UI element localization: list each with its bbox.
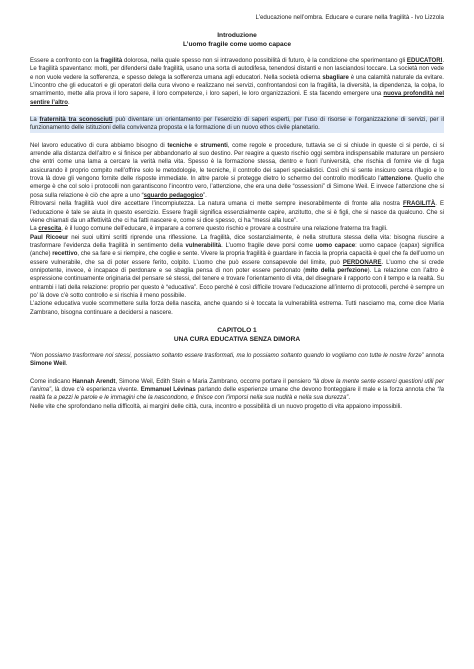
chapter-subtitle: UNA CURA EDUCATIVA SENZA DIMORA	[173, 335, 301, 343]
bold-term-nuova-profondita: nuova profondità nel sentire l’altro	[30, 91, 445, 106]
italic-quote-realta: “la realtà fa a pezzi le parole e le immagini che la nascondono, e finisce con l’imporsi nella sua nudità e nella sua durezza”	[30, 387, 445, 402]
bold-term-educatori: EDUCATORI	[406, 58, 443, 64]
text-run: nei suoi ultimi scritti riprende una riflessione. La fragilità, dice sostanzialmente, è nella struttura stessa della vita: bisogna riuscire a trasformare l’evidenza della fragilità in sentimento della	[30, 234, 445, 249]
text-run: può diventare un orientamento per l’esercizio di saperi esperti, per l’uso di risorse e l’organizzazione di servizi, per il funzionamento delle istituzioni della convivenza proposta e la formazione di un nuovo ethos civile planetario.	[30, 117, 444, 132]
text-run: Come indicano	[30, 378, 73, 385]
bold-term-strumenti: strumenti	[200, 142, 228, 149]
text-run: , è il luogo comune dell’educare, è imparare a correre questo rischio e provare a costruire una relazione fraterna tra fragili.	[61, 226, 388, 233]
running-head: L’educazione nell’ombra. Educare e curare nella fragilità - Ivo Lizzola	[255, 14, 444, 21]
bold-term-mito-perfezione: mito della perfezione	[305, 267, 368, 274]
text-run: ”.	[203, 192, 207, 199]
intro-title: Introduzione	[217, 32, 257, 39]
text-run: ). La relazione con l’altro è espressione continuamente originaria del pensare sé stessi, del tenere e trovare l’orientamento di vita, del disegnare il rapporto con il tempo e la realtà. Su entrambi i lati della relazione: proprio per questo è “educativa”. Ecco perché è così difficile trovare l’educazione all’interno di protocolli, perché è sempre un po’ là dove c’è sotto controllo e si rischia il meno possibile.	[30, 267, 444, 299]
text-run: e	[191, 142, 201, 149]
bold-term-paul-ricoeur: Paul Ricoeur	[30, 234, 69, 241]
text-run: . Le fragilità spaventano: molti, per difendersi dalle fragilità, usano una sorta di autodifesa, tenendosi distanti e non lasciandosi toccare. La società non vede e non vuole vedere la sofferenza, e spesso delega la sofferenza umana agli educatori. Nella società odierna	[30, 58, 444, 81]
bold-term-simone-weil: Simone Weil	[30, 361, 66, 368]
text-run: .	[65, 361, 68, 368]
text-run: dolorosa, nella quale spesso non si intravedono possibilità di futuro, è la condizione che sperimentano gli	[122, 58, 407, 64]
text-run: . L’uomo fragile deve porsi come	[221, 242, 316, 249]
bold-term-fragilita-caps: FRAGILITÀ	[402, 201, 436, 208]
bold-term-sguardo-pedagogico: sguardo pedagogico	[143, 192, 204, 199]
text-run: annota	[423, 352, 444, 359]
text-run: . Quello che emerge è che col solo i protocolli non garantiscono l’incontro vero, l’attenzione, che era una delle “ossessioni” di Simone Weil. E invece l’attenzione che si posa sulla relazione è ciò che apre a uno “	[30, 176, 444, 199]
text-run: , là dove c’è esperienza vivente.	[51, 387, 141, 393]
chapter-paragraph-1	[30, 352, 444, 369]
bold-term-hannah-arendt: Hannah Arendt	[72, 378, 116, 385]
weil-quote: “Non possiamo trasformare noi stessi, possiamo soltanto essere trasformati, ma lo possiamo soltanto quando lo vogliamo con tutte le nostre forze”	[30, 352, 424, 359]
text-run: : uomo capace (capax) significa (anche)	[30, 242, 444, 258]
text-run: Nel lavoro educativo di cura abbiamo bisogno di	[30, 142, 168, 149]
bold-term-attenzione: attenzione	[380, 176, 411, 183]
text-run: Essere a confronto con la	[30, 58, 101, 64]
bold-term-tecniche: tecniche	[167, 142, 192, 149]
chapter-paragraph-2	[30, 378, 444, 411]
chapter-title: CAPITOLO 1	[217, 326, 257, 334]
text-run: La	[30, 117, 40, 124]
bold-term-levinas: Emmanuel Lévinas	[140, 387, 196, 393]
text-run: .	[67, 99, 70, 106]
text-run: Nelle vite che sprofondano nella difficoltà, ai margini delle città, cura, incontro e possibilità di un nuovo progetto di vita appaiono impossibili.	[30, 403, 402, 410]
intro-paragraph-1	[30, 57, 444, 107]
intro-subtitle: L’uomo fragile come uomo capace	[182, 41, 292, 48]
bold-term-vulnerabilita: vulnerabilità	[185, 242, 222, 249]
intro-paragraph-3	[30, 142, 444, 317]
bold-term-perdonare: PERDONARE	[342, 259, 382, 266]
bold-term-fraternita: fraternità tra sconosciuti	[39, 117, 113, 124]
text-run: Ritrovarsi nella fragilità vuol dire accettare l’incompiutezza. La natura umana ci mette sempre inesorabilmente di fronte alla nostra	[30, 201, 403, 208]
text-run: , Simone Weil, Edith Stein e Maria Zambrano, occorre portare il pensiero	[115, 378, 313, 385]
text-run: .	[348, 395, 351, 402]
bold-term-fragilita: fragilità	[100, 58, 123, 64]
text-run: La	[30, 226, 39, 233]
text-run: . L’uomo che si crede onnipotente, invece, è incapace di perdonare e se sbaglia pensa di non poter essere perdonato (	[30, 259, 444, 274]
text-run: , come regole e procedure, tuttavia se ci si chiude in queste ci si perde, ci si arrende alla distanza dell’altro e si finisce per abbandonarlo al suo destino. Per reagire a questo rischio oggi sembra indispensabile maturare un pensiero che entri come una lama a cercare la verità nella vita. Spesso è la formazione stessa, dentro e fuori l’università, che rischia di fornire vie di fuga assicurando il proprio compito nell’offrire solo le metodologie, le tecniche, il controllo dei saperi specialistici. Così chi si sente insicuro cerca rifugio e lo trova là dove gli vengono fornite delle risposte immediate. In altre parole si protegge dietro lo schermo del controllo modificato l’	[30, 142, 444, 183]
italic-quote-mente: “là dove la mente sente esserci questioni utili per l’anima”	[30, 378, 445, 393]
intro-paragraph-2-highlighted	[30, 116, 444, 133]
text-run: . E l’educazione è tale se aiuta in questo esercizio. Essere fragili significa essenzialmente capire, anzitutto, che si è figli, che si nasce da qualcuno. Che si viene chiamati da un affettività che ci ha fatti nascere e, come si dice spesso, ci ha “messi alla luce”.	[30, 201, 444, 224]
text-run: è una calamità naturale da evitare. L’incontro che gli educatori e gli operatori della cura vivono e realizzano nei servizi, confrontandosi con la fragilità, la diversità, la dipendenza, la colpa, lo smarrimento, mette alla prova il loro sapere, il loro competenze, i loro saperi, le loro organizzazioni. E sta facendo emergere una	[30, 74, 444, 98]
bold-term-crescita: crescita	[38, 226, 62, 233]
bold-term-recettivo: recettivo	[52, 251, 78, 258]
text-run: parlando delle esperienze umane che devono fronteggiare il male e la forza annota che	[195, 387, 438, 393]
bold-term-uomo-capace: uomo capace	[315, 242, 356, 249]
bold-term-sbagliare: sbagliare	[322, 74, 349, 81]
text-run: L’azione educativa vuole scommettere sulla forza della nascita, anche quando si è toccata la vulnerabilità estrema. Tutti nasciamo ma, come dice Maria Zambrano, bisogna continuare a decidersi a nascere.	[30, 301, 444, 316]
text-run: , che sa fare e si riempire, che coglie e sente. Vivere la propria fragilità è guardare in faccia la propria capacità è quel che fa dell’uomo un essere vulnerabile, che sa di poter essere ferito, colpito. L’uomo che può essere consapevole del limite, può	[30, 251, 445, 266]
